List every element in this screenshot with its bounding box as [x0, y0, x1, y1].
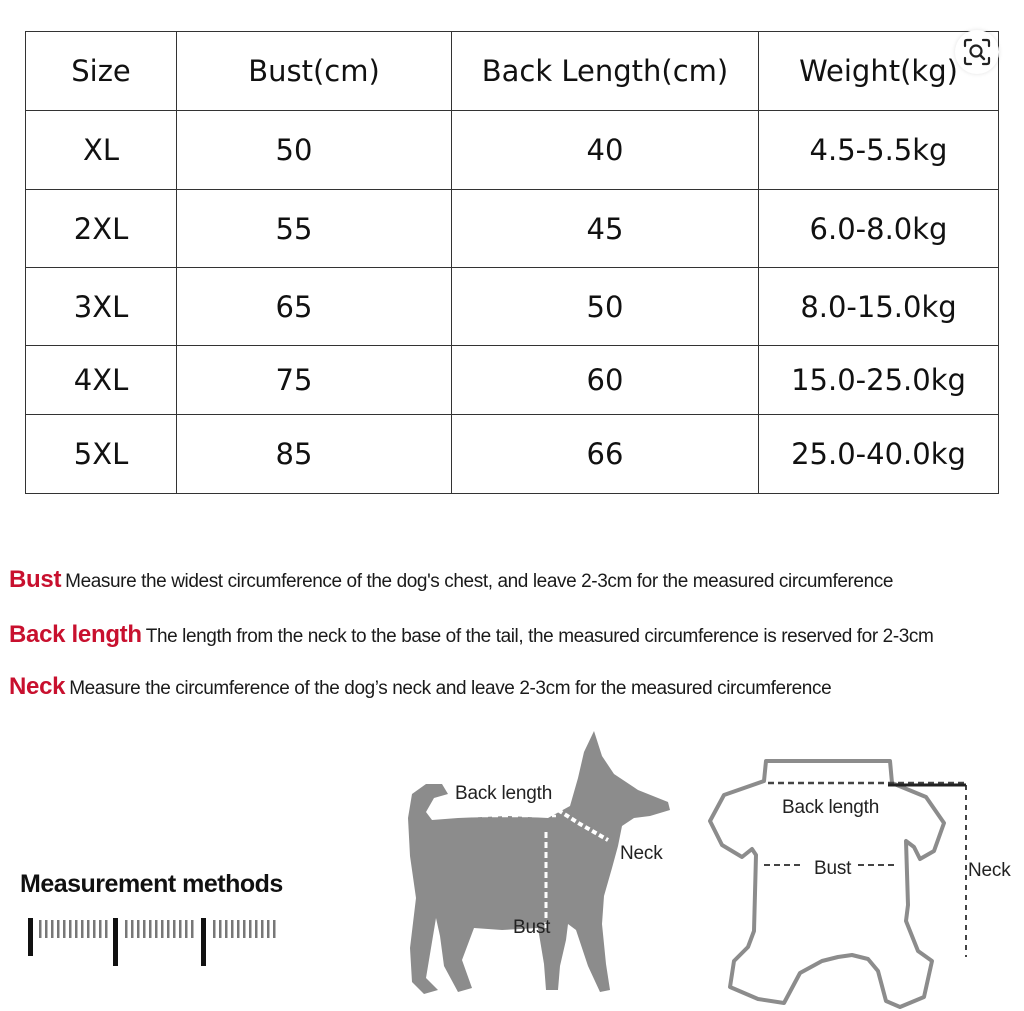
cell-back-length: 66 — [452, 415, 759, 494]
back-length-text: The length from the neck to the base of the tail, the measured circumference is reserved for 2-3cm — [145, 626, 934, 647]
bust-term: Bust — [9, 566, 62, 593]
clothes-back-length-label: Back length — [782, 797, 880, 818]
back-length-description — [9, 621, 933, 649]
dog-bust-label: Bust — [513, 917, 551, 938]
cell-back-length: 60 — [452, 346, 759, 415]
table-row — [26, 111, 999, 190]
table-row — [26, 415, 999, 494]
table-row — [26, 190, 999, 268]
clothes-neck-label: Neck — [968, 860, 1011, 881]
dog-clothes-figure — [700, 755, 1020, 1011]
cell-back-length: 45 — [452, 190, 759, 268]
cell-weight: 8.0-15.0kg — [759, 268, 999, 346]
cell-back-length: 50 — [452, 268, 759, 346]
cell-bust: 50 — [177, 111, 452, 190]
neck-text: Measure the circumference of the dog’s neck and leave 2-3cm for the measured circumference — [69, 678, 832, 699]
header-back-length: Back Length(cm) — [452, 32, 759, 111]
dog-silhouette-figure — [398, 728, 698, 1008]
neck-description — [9, 673, 831, 701]
cell-bust: 75 — [177, 346, 452, 415]
clothes-bust-label: Bust — [814, 858, 852, 879]
cell-weight: 25.0-40.0kg — [759, 415, 999, 494]
back-length-term: Back length — [9, 621, 142, 648]
bust-description — [9, 566, 893, 594]
cell-size: 3XL — [26, 268, 177, 346]
cell-bust: 85 — [177, 415, 452, 494]
cell-weight: 6.0-8.0kg — [759, 190, 999, 268]
cell-weight: 4.5-5.5kg — [759, 111, 999, 190]
measurement-methods-title: Measurement methods — [20, 870, 283, 898]
cell-back-length: 40 — [452, 111, 759, 190]
cell-weight: 15.0-25.0kg — [759, 346, 999, 415]
bust-text: Measure the widest circumference of the dog's chest, and leave 2-3cm for the measured circumference — [65, 571, 894, 592]
visual-search-icon — [962, 37, 992, 67]
table-row — [26, 346, 999, 415]
cell-size: 4XL — [26, 346, 177, 415]
header-weight: Weight(kg) — [759, 32, 999, 111]
ruler-icon — [25, 914, 285, 970]
header-size: Size — [26, 32, 177, 111]
header-bust: Bust(cm) — [177, 32, 452, 111]
size-chart-table — [25, 31, 999, 494]
table-header-row — [26, 32, 999, 111]
cell-bust: 55 — [177, 190, 452, 268]
dog-neck-label: Neck — [620, 843, 663, 864]
cell-size: XL — [26, 111, 177, 190]
neck-term: Neck — [9, 673, 66, 700]
dog-back-length-label: Back length — [455, 783, 553, 804]
cell-size: 5XL — [26, 415, 177, 494]
visual-search-button[interactable] — [955, 30, 999, 74]
cell-bust: 65 — [177, 268, 452, 346]
table-row — [26, 268, 999, 346]
cell-size: 2XL — [26, 190, 177, 268]
